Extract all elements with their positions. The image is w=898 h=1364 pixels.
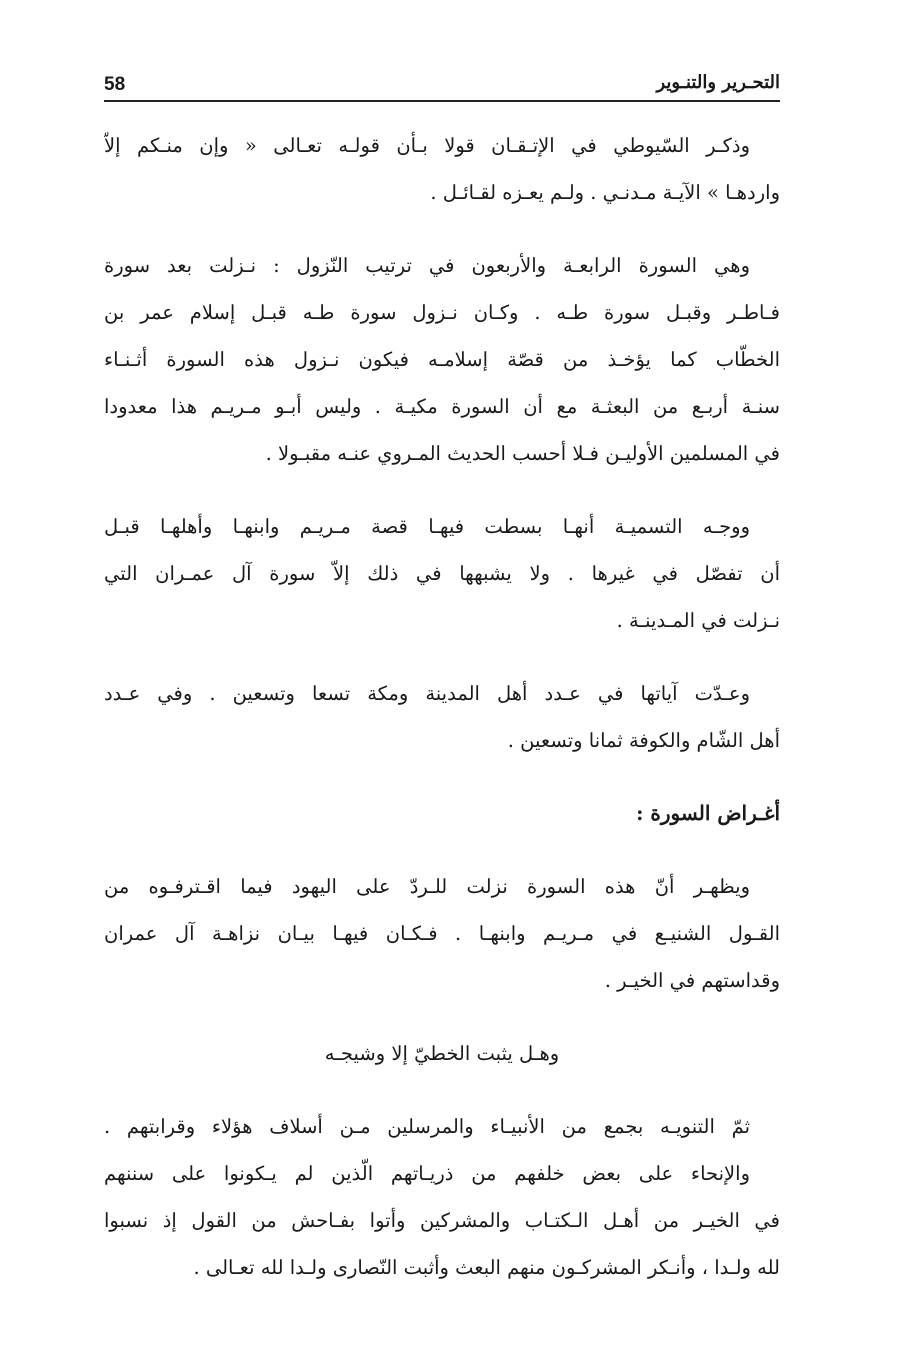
text-line: وعـدّت آياتها في عـدد أهل المدينة ومكة تسعا وتسعين . وفي عـدد [104, 682, 750, 705]
paragraph-4 [104, 670, 780, 764]
text-line: وهي السورة الرابعـة والأربعون في ترتيب النّزول : نـزلت بعد سورة [104, 254, 750, 277]
paragraph-3 [104, 503, 780, 644]
section-heading: أغـراض السورة : [636, 801, 780, 825]
text-line: لله ولـدا ، وأنـكر المشركـون منهم البعث وأثبت النّصارى ولـدا لله تعـالى . [193, 1256, 780, 1279]
text-line: سنـة أربـع من البعثـة مع أن السورة مكيـة . وليس أبـو مـريـم هذا معدودا [104, 395, 780, 418]
text-line: ويظهـر أنّ هذه السورة نزلت للـردّ على اليهود فيما اقـترفـوه من [104, 875, 750, 898]
text-line: ثمّ التنويـه بجمع من الأنبيـاء والمرسلين مـن أسلاف هؤلاء وقرابتهم . [104, 1115, 750, 1138]
text-line: وذكـر السّيوطي في الإتـقـان قولا بـأن قولـه تعـالى « وإن منـكم إلاّ [104, 134, 750, 157]
text-line: أهل الشّام والكوفة ثمانا وتسعين . [507, 729, 780, 752]
text-line: القـول الشنيـع في مـريـم وابنهـا . فـكـان فيهـا بيـان نزاهـة آل عمران [104, 922, 780, 945]
body-text [104, 122, 780, 1291]
paragraph-5 [104, 863, 780, 1004]
running-title: التحـرير والتنـوير [656, 72, 780, 93]
text-line: ووجـه التسميـة أنهـا بسطت فيهـا قصة مـريـم وابنهـا وأهلهـا قبـل [104, 515, 750, 538]
text-line: والإنحاء على بعض خلفهم من ذريـاتهم الّذين لم يـكونوا على سننهم [104, 1162, 750, 1185]
text-line: في الخيـر من أهـل الـكتـاب والمشركين وأتوا بفـاحش من القول إذ نسبوا [104, 1209, 780, 1232]
text-line: نـزلت في المـدينـة . [616, 609, 780, 632]
paragraph-6 [104, 1103, 780, 1291]
text-line: فـاطـر وقبـل سورة طـه . وكـان نـزول سورة طـه قبـل إسلام عمر بن [104, 301, 780, 324]
text-line: في المسلمين الأوليـن فـلا أحسب الحديث المـروي عنـه مقبـولا . [265, 442, 780, 465]
paragraph-1 [104, 122, 780, 216]
text-line: أن تفصّل في غيرها . ولا يشبهها في ذلك إلاّ سورة آل عمـران التي [104, 562, 780, 585]
text-line: الخطّاب كما يؤخـذ من قصّة إسلامـه فيكون نـزول هذه السورة أثـنـاء [104, 348, 780, 371]
text-line: وقداستهم في الخيـر . [604, 969, 780, 992]
verse-quote: وهـل يثبت الخطيّ إلا وشيجـه [324, 1042, 560, 1065]
paragraph-2 [104, 242, 780, 477]
page-number: 58 [104, 74, 126, 95]
page-header [104, 72, 780, 102]
text-line: واردهـا » الآيـة مـدنـي . ولـم يعـزه لقـائـل . [430, 181, 780, 204]
